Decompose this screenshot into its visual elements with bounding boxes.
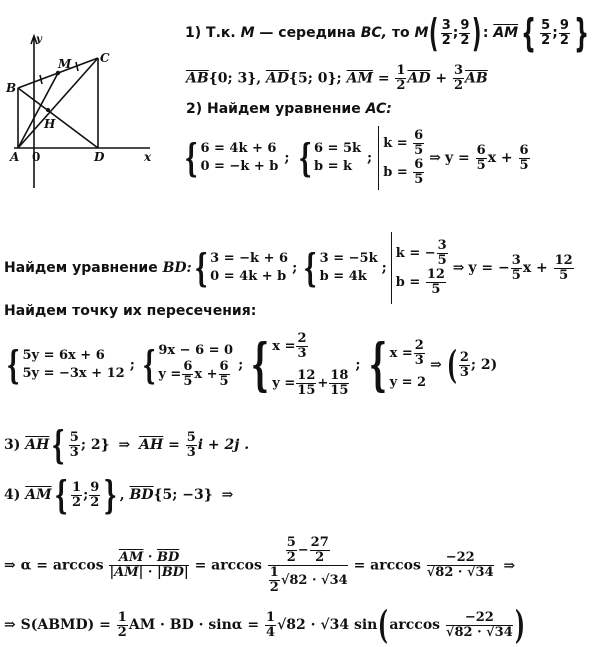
bd-k-den: 5 <box>437 253 447 268</box>
area-qn: 1 <box>266 609 276 625</box>
step1-prefix: 1) Т.к. <box>185 25 236 41</box>
ac-eq1: 6 = 4k + 6 <box>200 141 277 156</box>
a-dot: · <box>147 550 153 565</box>
bd-eq2: 0 = 4k + b <box>210 269 287 284</box>
bd-eq1: 3 = −k + 6 <box>210 251 289 266</box>
plus: + <box>435 70 448 87</box>
g2d2: 5 <box>219 373 229 389</box>
s4d1: 2 <box>72 494 82 510</box>
area-open: ( <box>378 602 389 647</box>
int-eq1: 5y = 6x + 6 <box>22 348 105 363</box>
label-B: B <box>6 81 17 95</box>
a-bd: $\overline{BD}$ <box>156 550 180 565</box>
step4-label: 4) <box>4 487 21 503</box>
ab-value: {0; 3} <box>208 70 257 87</box>
sep: ; <box>284 150 290 166</box>
a-nn2: 27 <box>310 535 329 550</box>
h2d1: 15 <box>297 383 316 398</box>
m-label: M <box>240 25 255 41</box>
area-mid: AM · BD · sinα = <box>128 617 260 633</box>
area-arc: arccos <box>389 617 441 633</box>
system-bd: Найдем уравнение BD:{ 3 = −k + 6 0 = 4k + b ; { 3 = −5k b = 4k ; k = − $\frac{3}{5}$ b = $\frac{12}{5}$ ⇒ y = − $\frac{3}{5}$ x + $\frac{12}{5}$ <box>4 232 575 304</box>
h1pre: x = <box>272 339 296 354</box>
area-lead: ⇒ S(ABMD) = <box>4 617 111 633</box>
bd-label: BD: <box>162 260 192 276</box>
label-A: A <box>10 150 20 164</box>
y2-den: 5 <box>519 157 529 173</box>
vector-ah-2: $\overline{AH}$ <box>139 437 164 453</box>
ac-label: AC: <box>365 101 392 117</box>
s4n1: 1 <box>72 479 82 495</box>
coef2-den: 2 <box>453 78 464 93</box>
am-y-den: 2 <box>559 32 569 48</box>
s3rn: 5 <box>186 429 196 445</box>
vector-ab: $\overline{AB}$ <box>186 70 209 87</box>
resn: 2 <box>459 349 469 365</box>
step2-text: 2) Найдем уравнение <box>186 101 361 117</box>
m-y-num: 9 <box>460 17 470 33</box>
h2pre: y = <box>272 376 296 391</box>
s3arrow: ⇒ <box>118 437 131 453</box>
j2: y = 2 <box>389 374 427 390</box>
then-word: то <box>391 25 410 41</box>
b-den: 5 <box>414 172 424 187</box>
ac-eq2: 0 = −k + b <box>200 159 279 174</box>
bd-y2-den: 5 <box>559 267 569 283</box>
midpoint-text: — середина <box>259 25 356 41</box>
vector-am-3: $\overline{AM}$ <box>25 487 52 503</box>
b-eq: b = <box>383 165 408 180</box>
vector-am: $\overline{AM}$ <box>493 25 519 41</box>
s4n2: 9 <box>90 479 100 495</box>
label-H: H <box>44 117 56 131</box>
coef1-num: 1 <box>396 63 406 78</box>
ac-f1: 6 = 5k <box>313 141 362 156</box>
m-y-den: 2 <box>460 32 470 48</box>
j1d: 3 <box>414 352 424 368</box>
s3eq: = <box>168 437 180 453</box>
j1pre: x = <box>389 345 413 361</box>
ad-value: {5; 0}; <box>289 70 342 87</box>
s3n: 5 <box>69 429 79 445</box>
comma: , <box>256 70 262 87</box>
alpha-line: ⇒ α = arccos $\frac{\overline{AM} \cdot \overline{BD}}{|AM| \cdot |BD|}$ = arccos $\frac{5}{2}$ − $\frac{27}{2}$ $\frac{1}{2}$ √82 · √34 = arccos $\frac{-22}{√82 \cdot √34}$ ⇒ <box>4 535 516 595</box>
s3tail: ; 2} <box>80 437 110 453</box>
j1n: 2 <box>414 337 424 353</box>
step1-line: 1) Т.к. M — середина BC, то M( $\frac{3}{2}$ ; $\frac{9}{2}$ ): $\overline{AM}${ $\frac{5}{2}$ ; $\frac{9}{2}$ } <box>185 11 589 55</box>
a-droot: √82 · √34 <box>280 573 348 588</box>
coef1-den: 2 <box>396 78 406 93</box>
g2mid: x + <box>194 366 218 382</box>
label-y: y <box>36 34 42 45</box>
vectors-line <box>186 64 488 93</box>
bd-title: Найдем уравнение <box>4 260 158 276</box>
vector-bd: $\overline{BD}$ <box>129 487 154 503</box>
a-abs-bd: |BD| <box>156 565 189 580</box>
a-eq2: = arccos <box>353 557 421 574</box>
m-x-den: 2 <box>441 32 451 48</box>
y2-num: 6 <box>519 142 529 158</box>
int-g1: 9x − 6 = 0 <box>158 342 234 358</box>
h1n: 2 <box>297 331 307 346</box>
bd-b-eq: b = <box>395 275 421 290</box>
g2n2: 6 <box>219 358 229 374</box>
b-num: 6 <box>414 157 424 172</box>
area-n: −22 <box>446 611 513 626</box>
h1d: 3 <box>297 346 307 361</box>
ac-f2: b = k <box>313 159 353 174</box>
vector-am-2: $\overline{AM}$ <box>346 70 373 87</box>
vector-ad: $\overline{AD}$ <box>265 70 289 87</box>
am-y-num: 9 <box>559 17 569 33</box>
y1-den: 5 <box>476 157 486 173</box>
bd-b-den: 5 <box>431 282 441 297</box>
y-eq: y = <box>445 150 470 166</box>
m-x-num: 3 <box>441 17 451 33</box>
point-M <box>56 71 60 75</box>
segment-BD <box>18 88 98 148</box>
vector-ah: $\overline{AH}$ <box>25 437 50 453</box>
bd-x-plus: x + <box>522 260 548 276</box>
bd-k-num: 3 <box>437 238 447 253</box>
resd: 3 <box>459 364 469 380</box>
a-d3: √82 · √34 <box>426 565 494 580</box>
am-x-den: 2 <box>541 32 551 48</box>
area-line <box>4 602 526 647</box>
area-hd: 2 <box>117 624 127 640</box>
arrow: ⇒ <box>429 150 442 166</box>
colon: : <box>482 25 489 41</box>
y1-num: 6 <box>476 142 486 158</box>
a-n3: −22 <box>427 551 494 566</box>
res-tail: ; 2) <box>470 357 498 373</box>
a-dpre-d: 2 <box>269 580 279 595</box>
a-nd1: 2 <box>286 550 296 565</box>
area-close: ) <box>514 602 525 647</box>
m-label-2: M <box>414 25 429 41</box>
geometry-diagram <box>0 28 170 203</box>
s3d: 3 <box>69 444 79 460</box>
point-H <box>46 108 50 112</box>
s3rest: i + 2j . <box>197 437 250 453</box>
h2n1: 12 <box>297 368 316 383</box>
bd-y-eq: y = − <box>468 260 510 276</box>
bd-y1-den: 5 <box>511 267 521 283</box>
label-O: 0 <box>32 150 41 164</box>
label-C: C <box>100 51 110 65</box>
bd-y2-num: 12 <box>554 252 573 268</box>
label-x: x <box>144 150 152 164</box>
a-arrow: ⇒ <box>503 557 516 574</box>
a-abs-am: |AM| <box>109 565 144 580</box>
label-D: D <box>94 150 105 164</box>
g2d1: 5 <box>183 373 193 389</box>
s4d2: 2 <box>90 494 100 510</box>
coef2-num: 3 <box>453 63 464 78</box>
bd-y1-num: 3 <box>511 252 521 268</box>
res-open: ( <box>446 342 457 387</box>
vector-ab-2: $\overline{AB}$ <box>465 70 488 87</box>
am-x-num: 5 <box>541 17 551 33</box>
bd-f2: b = 4k <box>319 269 367 284</box>
h2d2: 15 <box>330 383 349 398</box>
intersection-title: Найдем точку их пересечения: <box>4 303 257 319</box>
a-minus: − <box>297 543 309 558</box>
alpha-lead: ⇒ α = arccos <box>4 557 104 574</box>
h2n2: 18 <box>330 368 349 383</box>
system-ac: { 6 = 4k + 6 0 = −k + b ; { 6 = 5k b = k ; k = $\frac{6}{5}$ b = $\frac{6}{5}$ ⇒ y = $\frac{6}{5}$ x + $\frac{6}{5}$ <box>182 126 531 190</box>
step3-line: 3) $\overline{AH}${ $\frac{5}{3}$ ; 2} ⇒ $\overline{AH}$ = $\frac{5}{3}$ i + 2j . <box>4 422 250 467</box>
k-num: 6 <box>414 128 424 143</box>
bd-b-num: 12 <box>426 267 445 282</box>
h2plus: + <box>317 376 329 391</box>
k-den: 5 <box>414 143 424 158</box>
a-eq: = arccos <box>194 557 262 574</box>
intersection-systems: { 5y = 6x + 6 5y = −3x + 12 ; { 9x − 6 = 0 y = $\frac{6}{5}$ x + $\frac{6}{5}$ ; { x = $\frac{2}{3}$ y = $\frac{12}{15}$ + $\frac{18}{15}$ ; { x = $\frac{2}{3}$ y = 2 ⇒ ( $\frac{2}{3}$ ; 2) <box>6 331 498 398</box>
bc-label: BC, <box>360 25 387 41</box>
int-eq2: 5y = −3x + 12 <box>22 366 125 381</box>
area-d: √82 · √34 <box>445 624 513 640</box>
s4arrow: ⇒ <box>221 487 234 503</box>
k-eq: k = <box>383 136 408 151</box>
area-mid2: √82 · √34 sin <box>277 617 378 633</box>
a-dpre-n: 1 <box>269 565 279 580</box>
step3-label: 3) <box>4 437 21 453</box>
bd-f1: 3 = −5k <box>319 251 378 266</box>
label-M: M <box>58 57 72 71</box>
bd-value: {5; −3} <box>153 487 213 503</box>
step2-title <box>186 100 392 118</box>
area-hn: 1 <box>117 609 127 625</box>
a-nd2: 2 <box>315 550 325 565</box>
a-am: $\overline{AM}$ <box>118 550 144 565</box>
area-qd: 4 <box>266 624 276 640</box>
int-g2-pre: y = <box>158 366 182 382</box>
s3rd: 3 <box>186 444 196 460</box>
bd-k-eq: k = − <box>395 246 436 261</box>
step4-line: 4) $\overline{AM}${ $\frac{1}{2}$ ; $\frac{9}{2}$ } , $\overline{BD}\{5$; −3} ⇒ <box>4 472 234 517</box>
vector-ad-2: $\overline{AD}$ <box>407 70 431 87</box>
a-nn1: 5 <box>286 535 296 550</box>
equals: = <box>377 70 390 87</box>
g2n1: 6 <box>183 358 193 374</box>
x-plus: x + <box>487 150 513 166</box>
